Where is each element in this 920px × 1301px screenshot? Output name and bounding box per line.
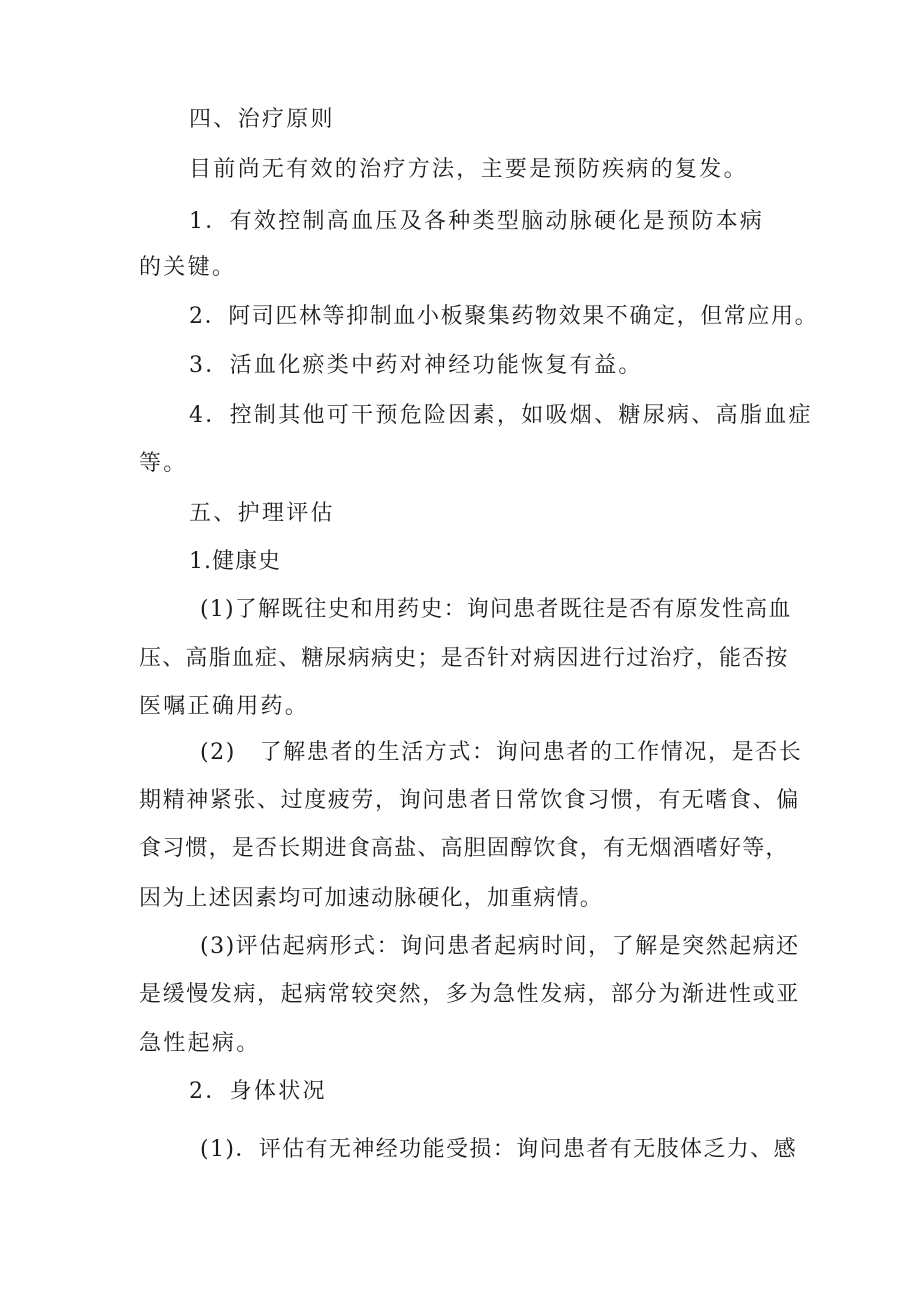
list-item-line: (3)评估起病形式：询问患者起病时间，了解是突然起病还 xyxy=(200,934,800,959)
paragraph-line: 医嘱正确用药。 xyxy=(139,694,310,719)
section-heading-nursing-assessment: 五、护理评估 xyxy=(189,501,335,526)
list-item-line: (2) 了解患者的生活方式：询问患者的工作情况，是否长 xyxy=(200,740,803,765)
subheading-physical-condition: 2．身体状况 xyxy=(189,1079,327,1104)
paragraph-line: 因为上述因素均可加速动脉硬化，加重病情。 xyxy=(139,886,604,911)
list-item-line: 3．活血化瘀类中药对神经功能恢复有益。 xyxy=(189,353,643,378)
paragraph-line: 压、高脂血症、糖尿病病史；是否针对病因进行过治疗，能否按 xyxy=(139,646,789,671)
list-item-line: 2．阿司匹林等抑制血小板聚集药物效果不确定，但常应用。 xyxy=(189,304,819,329)
list-item-line: (1)．评估有无神经功能受损：询问患者有无肢体乏力、感 xyxy=(200,1137,797,1162)
list-item-line: 1．有效控制高血压及各种类型脑动脉硬化是预防本病 xyxy=(189,209,765,234)
paragraph-line: 的关键。 xyxy=(139,255,237,280)
paragraph-line: 急性起病。 xyxy=(139,1031,261,1056)
list-item-line: 4．控制其他可干预危险因素，如吸烟、糖尿病、高脂血症 xyxy=(189,403,813,428)
paragraph-line: 期精神紧张、过度疲劳，询问患者日常饮食习惯，有无嗜食、偏 xyxy=(139,788,800,813)
paragraph-line: 等。 xyxy=(139,451,188,476)
paragraph-line: 目前尚无有效的治疗方法，主要是预防疾病的复发。 xyxy=(189,157,748,182)
paragraph-line: 是缓慢发病，起病常较突然，多为急性发病，部分为渐进性或亚 xyxy=(139,982,800,1007)
section-heading-treatment: 四、治疗原则 xyxy=(189,107,335,132)
paragraph-line: 食习惯，是否长期进食高盐、高胆固醇饮食，有无烟酒嗜好等， xyxy=(139,836,789,861)
subheading-health-history: 1.健康史 xyxy=(189,549,281,574)
list-item-line: (1)了解既往史和用药史：询问患者既往是否有原发性高血 xyxy=(200,597,792,622)
